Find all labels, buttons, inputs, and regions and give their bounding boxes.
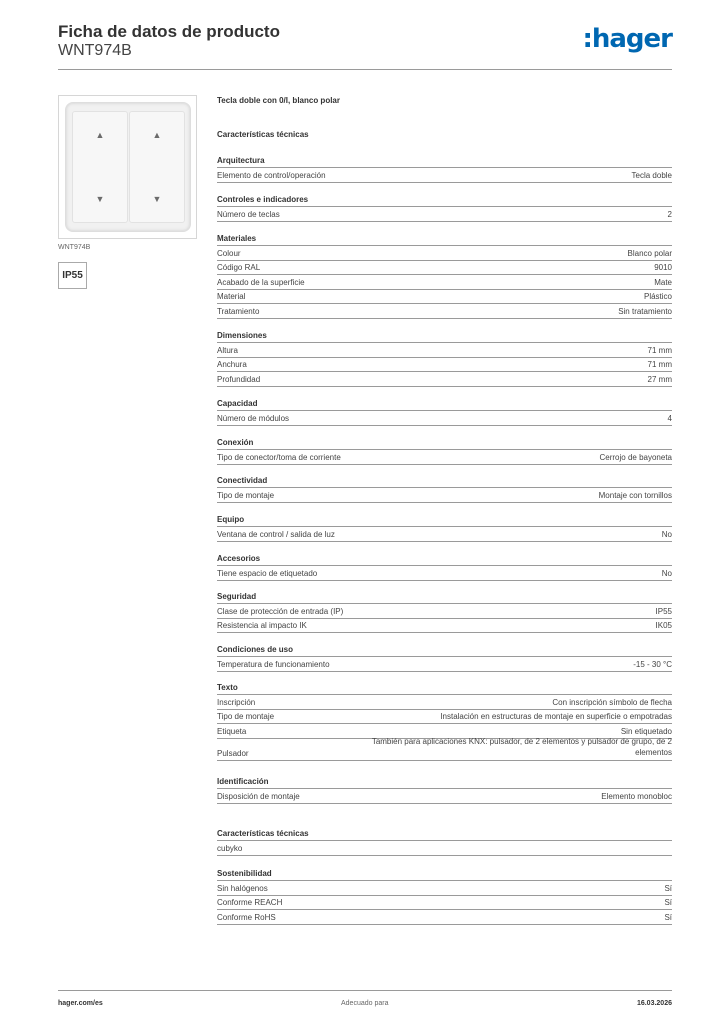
spec-value: Sí — [664, 883, 672, 893]
spec-row — [217, 710, 672, 725]
spec-label: Ventana de control / salida de luz — [217, 529, 335, 539]
spec-row — [217, 304, 672, 319]
spec-value: Sin tratamiento — [618, 306, 672, 316]
spec-heading: Características técnicas — [217, 130, 309, 139]
spec-value: Plástico — [643, 292, 672, 301]
spec-row — [217, 290, 672, 305]
section-title: Texto — [217, 683, 238, 692]
spec-row — [217, 566, 672, 581]
section-title: Equipo — [217, 515, 245, 524]
spec-label: Número de teclas — [217, 209, 280, 219]
spec-value: 2 — [667, 209, 672, 219]
spec-label: Código RAL — [217, 263, 261, 272]
spec-value: Con inscripción símbolo de flecha — [552, 697, 672, 707]
spec-row — [217, 372, 672, 387]
spec-value: 71 mm — [647, 345, 672, 355]
product-image — [58, 95, 197, 239]
spec-value: 9010 — [654, 263, 672, 272]
spec-label: Número de módulos — [217, 413, 290, 423]
spec-row — [217, 261, 672, 276]
switch-key-left — [72, 111, 128, 223]
product-reference: WNT974B — [58, 42, 132, 59]
spec-label: Temperatura de funcionamiento — [217, 659, 330, 669]
spec-value: Elemento monobloc — [601, 791, 672, 801]
section-title: Características técnicas — [217, 829, 309, 838]
section-title: Accesorios — [217, 554, 261, 563]
product-image-caption: WNT974B — [58, 244, 91, 251]
spec-label: Disposición de montaje — [217, 791, 300, 801]
spec-row — [217, 246, 672, 261]
spec-label: Colour — [217, 248, 241, 258]
spec-label: Conforme REACH — [217, 898, 283, 907]
page-title: Ficha de datos de producto — [58, 22, 280, 41]
spec-label: Elemento de control/operación — [217, 170, 326, 180]
spec-row — [217, 450, 672, 465]
spec-label: Anchura — [217, 360, 247, 369]
spec-label: Conforme RoHS — [217, 912, 276, 922]
spec-value: Cerrojo de bayoneta — [599, 452, 672, 462]
spec-label: Tipo de conector/toma de corriente — [217, 452, 341, 462]
spec-value: No — [661, 529, 672, 539]
spec-value: Tecla doble — [631, 170, 672, 180]
section-title: Controles e indicadores — [217, 195, 309, 204]
spec-label: Profundidad — [217, 374, 261, 384]
spec-row — [217, 881, 672, 896]
arrow-down-icon: ▼ — [95, 194, 105, 204]
arrow-down-icon: ▼ — [152, 194, 162, 204]
spec-value: Montaje con tornillos — [598, 490, 672, 500]
spec-label: cubyko — [217, 843, 243, 853]
spec-value: -15 - 30 °C — [633, 659, 672, 669]
section-title: Dimensiones — [217, 331, 267, 340]
spec-value: 71 mm — [647, 360, 672, 369]
section-title: Identificación — [217, 777, 269, 786]
spec-label: Etiqueta — [217, 726, 247, 736]
spec-row — [217, 910, 672, 925]
section-title: Capacidad — [217, 399, 258, 408]
spec-label: Tratamiento — [217, 306, 260, 316]
spec-label: Inscripción — [217, 697, 256, 707]
section-title: Conexión — [217, 438, 254, 447]
spec-value: 4 — [667, 413, 672, 423]
section-title: Sostenibilidad — [217, 869, 272, 878]
spec-row — [217, 736, 672, 761]
spec-value: También para aplicaciones KNX: pulsador, de 2 elementos y pulsador de grupo, de 2 elementos — [371, 736, 672, 757]
spec-label: Tipo de montaje — [217, 712, 275, 721]
spec-value: 27 mm — [647, 374, 672, 384]
spec-value: IP55 — [655, 606, 672, 616]
spec-value: Sí — [664, 912, 672, 922]
ip-rating-badge: IP55 — [58, 262, 87, 289]
spec-row — [217, 657, 672, 672]
spec-row — [217, 789, 672, 804]
switch-plate — [65, 102, 191, 232]
spec-row — [217, 896, 672, 911]
spec-row — [217, 275, 672, 290]
spec-label: Resistencia al impacto IK — [217, 621, 307, 630]
hager-logo: :hager — [582, 24, 672, 54]
spec-label: Altura — [217, 345, 238, 355]
spec-row — [217, 168, 672, 183]
spec-row — [217, 619, 672, 634]
spec-label: Acabado de la superficie — [217, 277, 305, 287]
spec-label: Pulsador — [217, 748, 249, 758]
arrow-up-icon: ▲ — [152, 130, 162, 140]
spec-row — [217, 841, 672, 856]
footer-website: hager.com/es — [58, 1000, 103, 1007]
arrow-up-icon: ▲ — [95, 130, 105, 140]
section-title: Condiciones de uso — [217, 645, 294, 654]
product-description: Tecla doble con 0/I, blanco polar — [217, 96, 340, 105]
spec-label: Clase de protección de entrada (IP) — [217, 606, 344, 616]
spec-label: Sin halógenos — [217, 883, 268, 893]
spec-row — [217, 695, 672, 710]
spec-row — [217, 207, 672, 222]
spec-label: Tiene espacio de etiquetado — [217, 568, 318, 578]
spec-label: Tipo de montaje — [217, 490, 275, 500]
switch-key-right — [129, 111, 185, 223]
spec-value: Mate — [654, 277, 672, 287]
spec-row — [217, 604, 672, 619]
spec-label: Material — [217, 292, 246, 301]
section-title: Materiales — [217, 234, 257, 243]
section-title: Conectividad — [217, 476, 268, 485]
page-footer — [58, 990, 672, 1010]
spec-row — [217, 343, 672, 358]
spec-value: No — [661, 568, 672, 578]
section-title: Arquitectura — [217, 156, 265, 165]
spec-row — [217, 411, 672, 426]
footer-note: Adecuado para — [341, 1000, 389, 1007]
spec-value: Blanco polar — [627, 248, 672, 258]
spec-value: Instalación en estructuras de montaje en superficie o empotradas — [440, 712, 672, 721]
footer-date: 16.03.2026 — [636, 1000, 672, 1007]
spec-row — [217, 488, 672, 503]
spec-value: IK05 — [655, 621, 672, 630]
spec-row — [217, 527, 672, 542]
page-header — [58, 20, 672, 70]
section-title: Seguridad — [217, 592, 257, 601]
spec-row — [217, 358, 672, 373]
spec-value: Sin etiquetado — [620, 726, 672, 736]
spec-value: Sí — [664, 898, 672, 907]
